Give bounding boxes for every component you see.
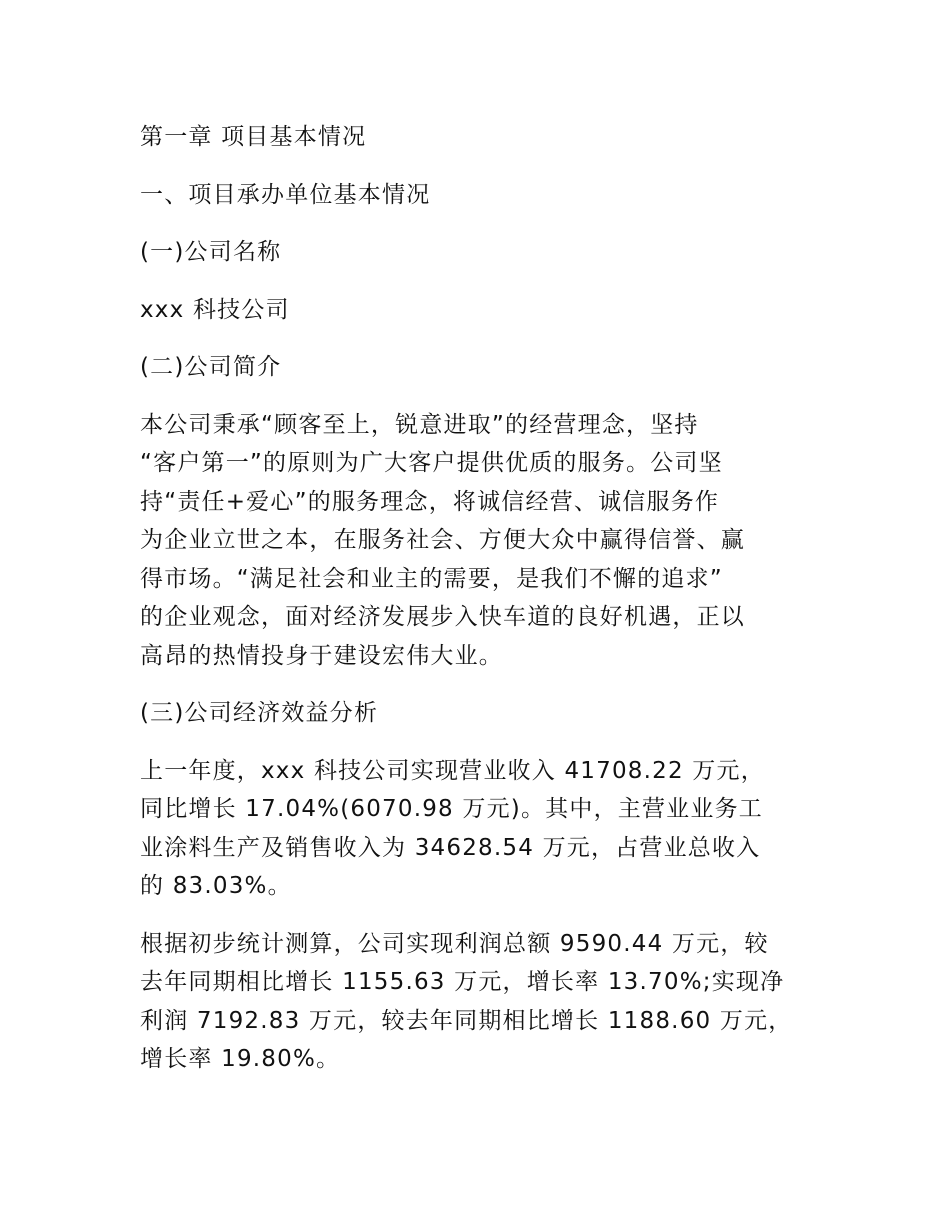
company-intro-paragraph — [140, 406, 820, 676]
section-title: 一、项目承办单位基本情况 — [140, 181, 431, 208]
paragraph-line: 高昂的热情投身于建设宏伟大业。 — [140, 642, 503, 669]
paragraph-line: 持“责任+爱心”的服务理念，将诚信经营、诚信服务作 — [140, 488, 720, 515]
paragraph-line: 同比增长 17.04%(6070.98 万元)。其中，主营业业务工 — [140, 796, 763, 822]
subsection-title-company-name: (一)公司名称 — [140, 239, 282, 265]
subsection-title-economic-analysis: (三)公司经济效益分析 — [140, 700, 379, 726]
paragraph-line: 上一年度，xxx 科技公司实现营业收入 41708.22 万元， — [140, 757, 765, 784]
profit-paragraph — [140, 925, 820, 1079]
chapter-title: 第一章 项目基本情况 — [140, 124, 367, 150]
paragraph-line: 利润 7192.83 万元，较去年同期相比增长 1188.60 万元， — [140, 1007, 793, 1034]
document-page — [140, 118, 820, 1098]
subsection-title-company-intro: (二)公司简介 — [140, 354, 282, 380]
paragraph-line: 的企业观念，面对经济发展步入快车道的良好机遇，正以 — [140, 604, 745, 630]
revenue-paragraph — [140, 752, 820, 906]
company-name: xxx 科技公司 — [140, 296, 290, 323]
paragraph-line: “客户第一”的原则为广大客户提供优质的服务。公司坚 — [140, 450, 723, 476]
paragraph-line: 本公司秉承“顾客至上，锐意进取”的经营理念，坚持 — [140, 411, 699, 438]
paragraph-line: 的 83.03%。 — [140, 873, 292, 899]
paragraph-line: 增长率 19.80%。 — [140, 1046, 341, 1072]
paragraph-line: 得市场。“满足社会和业主的需要，是我们不懈的追求” — [140, 565, 723, 592]
paragraph-line: 为企业立世之本，在服务社会、方便大众中赢得信誉、赢 — [140, 527, 745, 553]
paragraph-line: 根据初步统计测算，公司实现利润总额 9590.44 万元，较 — [140, 930, 769, 957]
paragraph-line: 业涂料生产及销售收入为 34628.54 万元，占营业总收入 — [140, 834, 761, 861]
paragraph-line: 去年同期相比增长 1155.63 万元，增长率 13.70%;实现净 — [140, 969, 785, 995]
